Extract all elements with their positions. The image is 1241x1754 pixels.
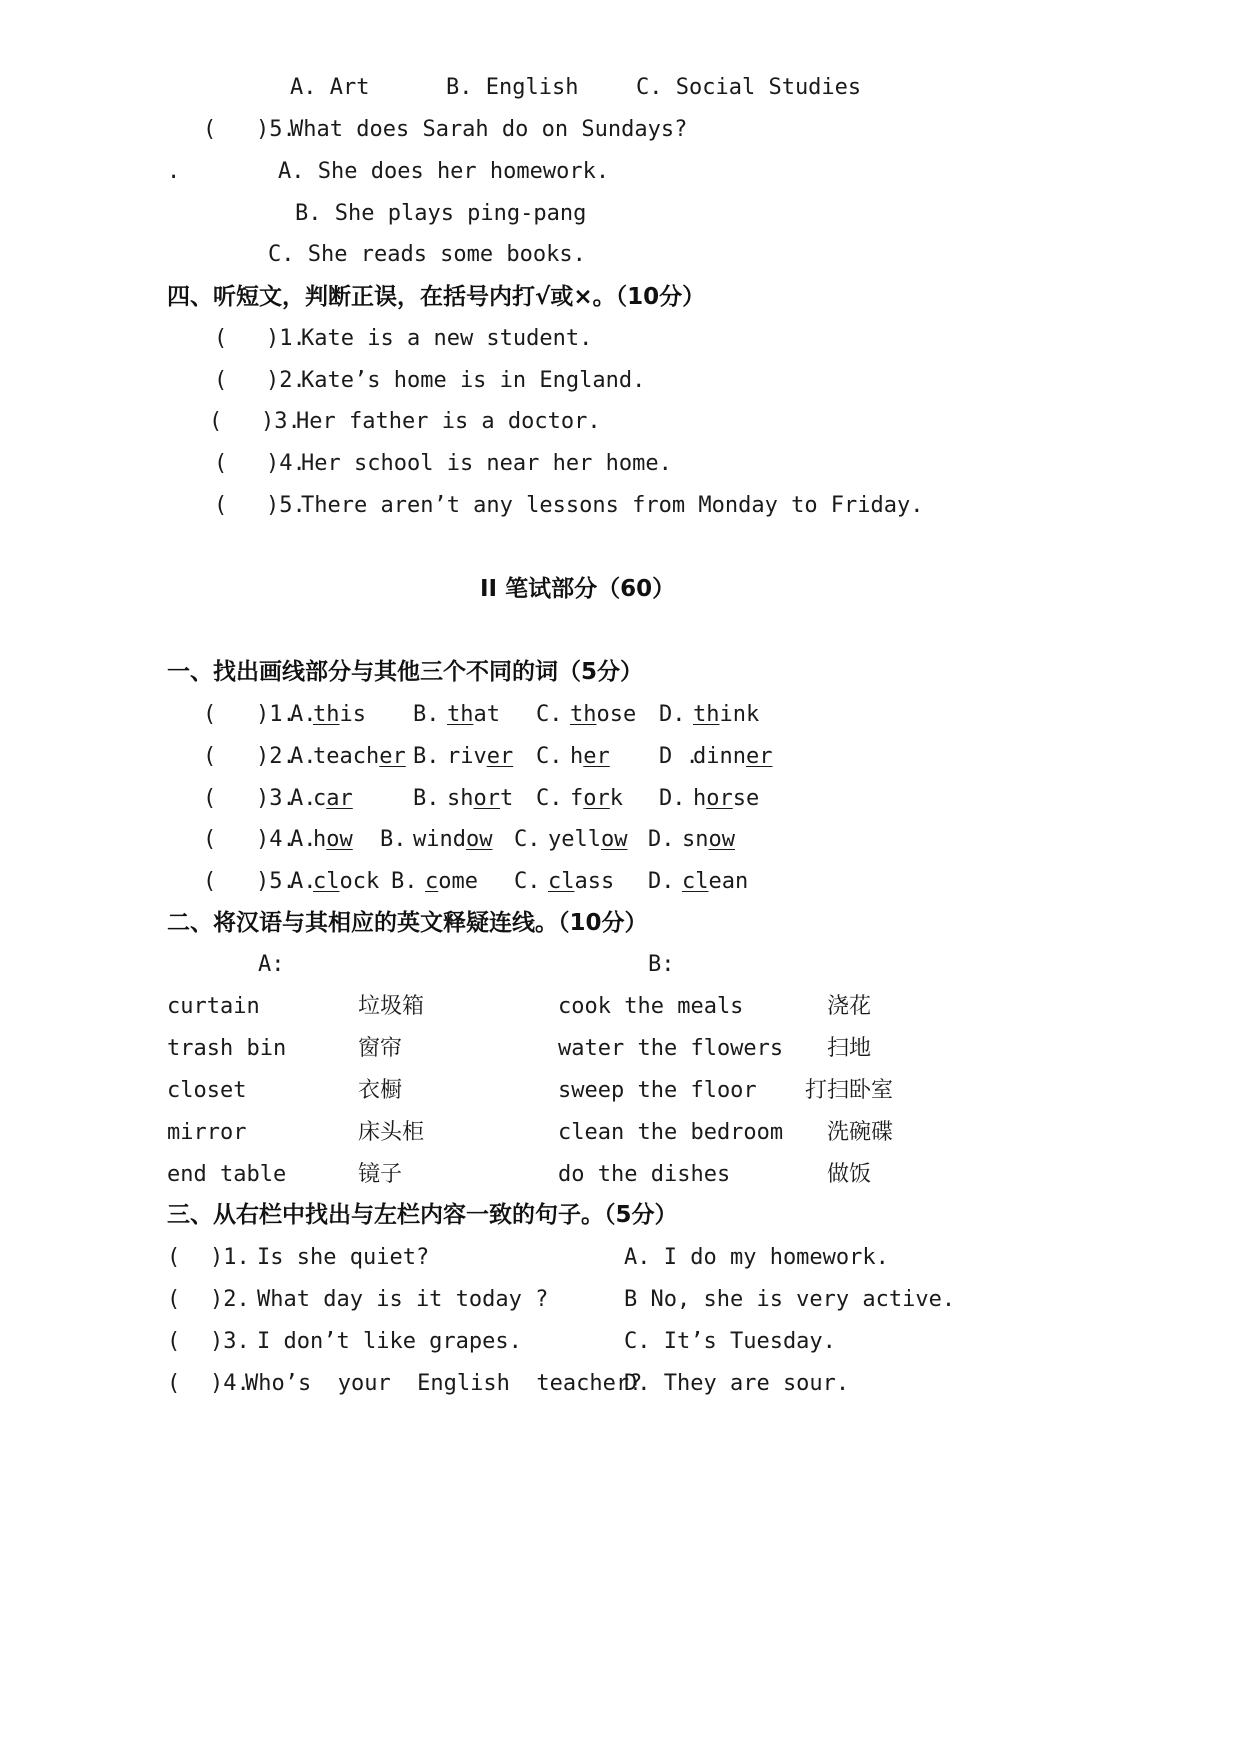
answer-bracket[interactable]: (	[167, 1287, 181, 1312]
group-b-english: do the dishes	[558, 1162, 731, 1187]
group-b-english: water the flowers	[558, 1036, 784, 1061]
statement-text: Her school is near her home.	[301, 451, 672, 476]
option-label: D.	[659, 702, 686, 727]
word-part: dinn	[693, 744, 746, 769]
section-heading: 四、听短文，判断正误，在括号内打√或×。（10分）	[167, 284, 706, 310]
option-word	[447, 742, 513, 772]
option-word	[570, 700, 636, 730]
option-label: D .	[659, 744, 699, 769]
group-a-english: trash bin	[167, 1036, 287, 1061]
underlined-part: ow	[600, 827, 628, 852]
right-sentence: D. They are sour.	[624, 1371, 850, 1396]
word-part: h	[570, 744, 584, 769]
group-b-chinese: 浇花	[827, 994, 872, 1019]
option-label: A.	[290, 869, 317, 894]
underlined-part: th	[570, 702, 597, 727]
answer-bracket[interactable]: (	[209, 409, 223, 434]
word-part: at	[473, 702, 500, 727]
answer-bracket[interactable]: (	[214, 326, 228, 351]
group-a-english: end table	[167, 1162, 287, 1187]
group-b-chinese: 洗碗碟	[827, 1120, 894, 1145]
option-word	[313, 742, 406, 772]
option-label: A.	[290, 786, 317, 811]
underlined-part: cl	[548, 869, 575, 894]
group-a-chinese: 窗帘	[358, 1036, 403, 1061]
option-label: C.	[514, 869, 541, 894]
option-label: C.	[536, 702, 563, 727]
right-sentence: C. It’s Tuesday.	[624, 1329, 836, 1354]
answer-bracket[interactable]: (	[214, 451, 228, 476]
underlined-part: cl	[313, 869, 340, 894]
group-label-b: B:	[648, 952, 675, 977]
answer-bracket: (	[203, 117, 217, 142]
option-label: B.	[380, 827, 407, 852]
option-label: A.	[290, 744, 317, 769]
option-word	[447, 700, 500, 730]
question-number: )5.	[266, 493, 306, 518]
option-label: D.	[648, 869, 675, 894]
word-part: is	[339, 702, 366, 727]
word-part: sn	[682, 827, 709, 852]
left-sentence: Who’s your English teacher?	[245, 1371, 643, 1396]
answer-bracket[interactable]: (	[214, 493, 228, 518]
option-word	[425, 867, 478, 897]
option-label: C.	[514, 827, 541, 852]
option-word	[413, 825, 492, 855]
option-word	[548, 867, 614, 897]
question-number: )2.	[266, 368, 306, 393]
underlined-part: th	[313, 702, 340, 727]
option-word	[313, 700, 366, 730]
left-sentence: Is she quiet?	[257, 1245, 430, 1270]
option-label: B.	[413, 744, 440, 769]
answer-bracket[interactable]: (	[214, 368, 228, 393]
option-label: D.	[659, 786, 686, 811]
option-text: B. She plays ping-pang	[295, 201, 587, 226]
left-sentence: What day is it today ?	[257, 1287, 549, 1312]
word-part: ean	[708, 869, 749, 894]
group-a-chinese: 垃圾箱	[358, 994, 425, 1019]
word-part: sh	[447, 786, 474, 811]
word-part: ink	[719, 702, 760, 727]
part-title: II 笔试部分（60）	[480, 576, 676, 602]
answer-bracket[interactable]: (	[167, 1371, 181, 1396]
underlined-part: ow	[708, 827, 735, 852]
group-a-english: curtain	[167, 994, 260, 1019]
underlined-part: er	[379, 744, 406, 769]
underlined-part: th	[693, 702, 720, 727]
option-word	[682, 867, 748, 897]
word-part: ome	[438, 869, 478, 894]
underlined-part: er	[583, 744, 610, 769]
underlined-part: er	[486, 744, 514, 769]
answer-bracket[interactable]: (	[203, 744, 217, 769]
option-word	[570, 742, 610, 772]
option-label: A.	[290, 702, 317, 727]
underlined-part: cl	[682, 869, 709, 894]
word-part: ose	[596, 702, 637, 727]
option-word	[693, 700, 759, 730]
underlined-part: er	[745, 744, 773, 769]
statement-text: Kate’s home is in England.	[301, 368, 646, 393]
option-word	[693, 742, 772, 772]
group-b-chinese: 打扫卧室	[805, 1078, 894, 1103]
section-heading: 一、找出画线部分与其他三个不同的词（5分）	[167, 659, 644, 685]
question-number: )4.	[256, 827, 296, 852]
stray-dot: .	[167, 159, 181, 184]
option-label: B.	[413, 786, 440, 811]
word-part: t	[500, 786, 514, 811]
question-number: )3.	[256, 786, 296, 811]
group-label-a: A:	[258, 952, 285, 977]
answer-bracket[interactable]: (	[167, 1245, 181, 1270]
question-number: )2.	[210, 1287, 250, 1312]
option-text: C. She reads some books.	[268, 242, 586, 267]
underlined-part: th	[447, 702, 474, 727]
statement-text: Her father is a doctor.	[296, 409, 601, 434]
underlined-part: or	[583, 786, 610, 811]
underlined-part: or	[706, 786, 733, 811]
question-number: )1.	[256, 702, 296, 727]
answer-bracket[interactable]: (	[203, 827, 217, 852]
underlined-part: ar	[326, 786, 353, 811]
option-label: A.	[290, 827, 317, 852]
option-label: B.	[413, 702, 440, 727]
word-part: f	[570, 786, 584, 811]
option-label: C.	[536, 744, 563, 769]
option-label: D.	[648, 827, 675, 852]
word-part: yell	[548, 827, 601, 852]
group-a-english: closet	[167, 1078, 247, 1103]
group-b-chinese: 做饭	[827, 1162, 872, 1187]
answer-bracket[interactable]: (	[167, 1329, 181, 1354]
answer-bracket[interactable]: (	[203, 869, 217, 894]
underlined-part: or	[473, 786, 500, 811]
word-part: ass	[574, 869, 615, 894]
group-b-english: cook the meals	[558, 994, 744, 1019]
word-part: teach	[313, 744, 380, 769]
answer-bracket[interactable]: (	[203, 786, 217, 811]
group-b-english: clean the bedroom	[558, 1120, 784, 1145]
question-number: )4.	[266, 451, 306, 476]
question-number: )3.	[210, 1329, 250, 1354]
underlined-part: ow	[326, 827, 353, 852]
question-number: )5.	[256, 117, 296, 142]
answer-bracket[interactable]: (	[203, 702, 217, 727]
option-word	[693, 784, 759, 814]
question-number: )5.	[256, 869, 296, 894]
option-text: C. Social Studies	[636, 75, 862, 100]
right-sentence: B No, she is very active.	[624, 1287, 956, 1312]
left-sentence: I don’t like grapes.	[257, 1329, 522, 1354]
group-a-chinese: 衣橱	[358, 1078, 403, 1103]
option-text: B. English	[446, 75, 579, 100]
word-part: k	[609, 786, 623, 811]
word-part: wind	[413, 827, 466, 852]
right-sentence: A. I do my homework.	[624, 1245, 889, 1270]
word-part: h	[313, 827, 327, 852]
option-word	[313, 825, 353, 855]
group-b-chinese: 扫地	[827, 1036, 872, 1061]
option-label: C.	[536, 786, 563, 811]
question-text: What does Sarah do on Sundays?	[290, 117, 688, 142]
section-heading: 三、从右栏中找出与左栏内容一致的句子。（5分）	[167, 1202, 678, 1228]
question-number: )1.	[210, 1245, 250, 1270]
option-word	[682, 825, 735, 855]
underlined-part: c	[425, 869, 439, 894]
group-a-english: mirror	[167, 1120, 247, 1145]
word-part: ock	[339, 869, 380, 894]
option-text: A. Art	[290, 75, 370, 100]
question-number: )4.	[210, 1371, 250, 1396]
word-part: h	[693, 786, 707, 811]
section-heading: 二、将汉语与其相应的英文释疑连线。（10分）	[167, 910, 648, 936]
question-number: )2.	[256, 744, 296, 769]
underlined-part: ow	[465, 827, 493, 852]
option-text: A. She does her homework.	[278, 159, 610, 184]
option-label: B.	[391, 869, 418, 894]
group-a-chinese: 床头柜	[358, 1120, 425, 1145]
group-b-english: sweep the floor	[558, 1078, 757, 1103]
word-part: riv	[447, 744, 487, 769]
option-word	[447, 784, 513, 814]
word-part: c	[313, 786, 327, 811]
word-part: se	[732, 786, 760, 811]
option-word	[570, 784, 623, 814]
option-word	[548, 825, 627, 855]
question-number: )3.	[261, 409, 301, 434]
statement-text: There aren’t any lessons from Monday to Friday.	[301, 493, 924, 518]
option-word	[313, 867, 379, 897]
option-word	[313, 784, 353, 814]
group-a-chinese: 镜子	[358, 1162, 403, 1187]
statement-text: Kate is a new student.	[301, 326, 593, 351]
question-number: )1.	[266, 326, 306, 351]
